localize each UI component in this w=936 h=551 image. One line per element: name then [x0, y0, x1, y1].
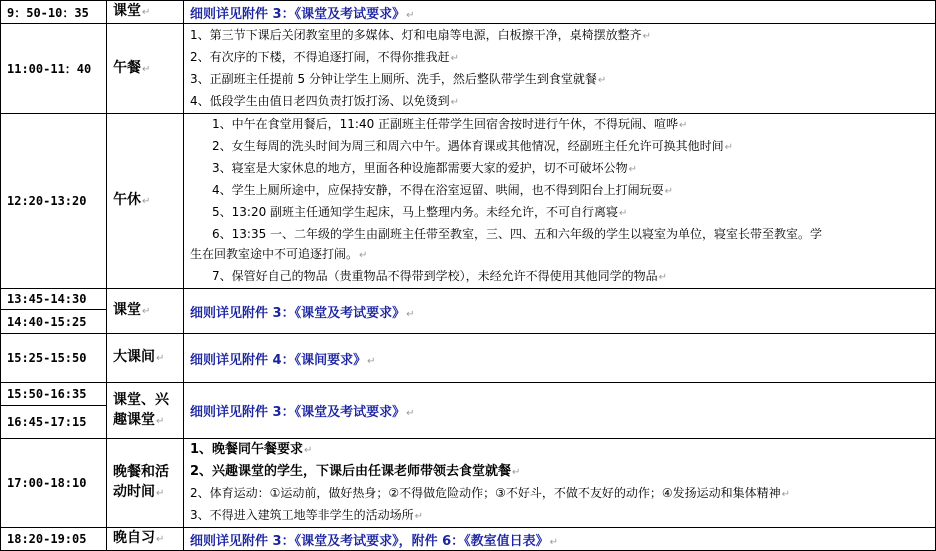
paragraph-mark-icon: ↵ [628, 164, 638, 175]
paragraph-mark-icon: ↵ [679, 120, 688, 131]
paragraph-mark-icon: ↵ [724, 142, 734, 153]
paragraph-mark-icon: ↵ [619, 208, 628, 219]
activity-cell [107, 1, 184, 24]
paragraph-mark-icon: ↵ [367, 355, 376, 367]
rules-cell [184, 1, 936, 24]
paragraph-mark-icon: ↵ [781, 489, 791, 500]
paragraph-mark-icon: ↵ [406, 308, 415, 320]
paragraph-mark-icon: ↵ [142, 306, 151, 317]
row-afternoon-class [1, 289, 936, 310]
activity-text: 午餐 [113, 59, 141, 76]
rule-line: 1、中午在食堂用餐后，11:40 正副班主任带学生回宿舍按时进行午休，不得玩闹、喧哗↵ [212, 117, 688, 131]
row-lunch [1, 24, 936, 114]
rules-cell [184, 24, 936, 114]
rule-line: 4、低段学生由值日老四负责打饭打汤、以免烫到↵ [190, 93, 460, 108]
rule-line: 4、学生上厕所途中，应保持安静，不得在浴室逗留、哄闹，也不得到阳台上打闹玩耍↵ [212, 183, 674, 197]
paragraph-mark-icon: ↵ [156, 415, 165, 427]
rule-reference: 细则详见附件 3：《课堂及考试要求》 [190, 6, 406, 22]
paragraph-mark-icon: ↵ [664, 186, 674, 197]
time-cell [1, 1, 107, 24]
paragraph-mark-icon: ↵ [512, 467, 521, 478]
rule-line: 3、不得进入建筑工地等非学生的活动场所↵ [190, 508, 424, 522]
rules-cell [184, 528, 936, 551]
time-text: 11:00-11：40 [7, 62, 92, 76]
time-text: 9：50-10：35 [7, 5, 89, 20]
paragraph-mark-icon: ↵ [156, 353, 165, 364]
paragraph-mark-icon: ↵ [642, 30, 652, 42]
paragraph-mark-icon: ↵ [597, 74, 607, 86]
rules-cell [184, 289, 936, 334]
time-cell [1, 114, 107, 289]
row-morning-class [1, 1, 936, 24]
rule-line: 7、保管好自己的物品（贵重物品不得带到学校），未经允许不得使用其他同学的物品↵ [212, 269, 668, 283]
rule-line: 6、13:35 一、二年级的学生由副班主任带至教室，三、四、五和六年级的学生以寝室为单位，寝室长带至教室。学 [212, 227, 823, 241]
activity-text: 课堂 [113, 3, 141, 19]
rule-line: 3、正副班主任提前 5 分钟让学生上厕所、洗手，然后整队带学生到食堂就餐↵ [190, 71, 607, 86]
paragraph-mark-icon: ↵ [406, 408, 415, 419]
activity-cell [107, 114, 184, 289]
paragraph-mark-icon: ↵ [142, 196, 151, 207]
paragraph-mark-icon: ↵ [658, 272, 668, 283]
time-text: 12:20-13:20 [7, 194, 87, 208]
time-cell [1, 334, 107, 383]
time-cell [1, 406, 107, 439]
rule-line: 5、13:20 副班主任通知学生起床，马上整理内务。未经允许，不可自行离寝↵ [212, 205, 628, 219]
row-dinner-activity [1, 439, 936, 528]
activity-text: 大课间 [113, 349, 155, 365]
rule-line: 2、有次序的下楼，不得追逐打闹，不得你推我赶↵ [190, 49, 460, 64]
time-text: 15:50-16:35 [7, 387, 87, 401]
time-text: 18:20-19:05 [7, 532, 87, 546]
time-cell [1, 289, 107, 310]
time-cell [1, 528, 107, 551]
time-text: 14:40-15:25 [7, 314, 87, 329]
row-interest-class [1, 383, 936, 406]
row-recess [1, 334, 936, 383]
paragraph-mark-icon: ↵ [450, 96, 460, 108]
rule-reference: 细则详见附件 3：《课堂及考试要求》，附件 6：《教室值日表》 [190, 533, 549, 549]
activity-text: 晚餐和活动时间 [113, 464, 169, 500]
activity-text: 午休 [113, 192, 141, 208]
rules-cell [184, 439, 936, 528]
rule-line: 1、第三节下课后关闭教室里的多媒体、灯和电扇等电源，白板擦干净，桌椅摆放整齐↵ [190, 27, 652, 42]
rule-line: 1、晚餐同午餐要求↵ [190, 442, 313, 457]
activity-text: 课堂 [113, 302, 141, 318]
paragraph-mark-icon: ↵ [142, 63, 151, 75]
time-cell [1, 383, 107, 406]
activity-text: 晚自习 [113, 530, 155, 546]
activity-cell [107, 334, 184, 383]
rule-line: 2、兴趣课堂的学生，下课后由任课老师带领去食堂就餐↵ [190, 464, 521, 479]
time-text: 15:25-15:50 [7, 351, 87, 365]
paragraph-mark-icon: ↵ [406, 9, 415, 21]
time-cell [1, 310, 107, 334]
rule-line: 3、寝室是大家休息的地方，里面各种设施都需要大家的爱护，切不可破坏公物↵ [212, 161, 638, 175]
rules-cell [184, 383, 936, 439]
paragraph-mark-icon: ↵ [359, 250, 368, 261]
paragraph-mark-icon: ↵ [156, 534, 165, 545]
activity-cell [107, 289, 184, 334]
paragraph-mark-icon: ↵ [414, 511, 424, 522]
activity-cell [107, 383, 184, 439]
activity-cell [107, 24, 184, 114]
time-cell [1, 24, 107, 114]
paragraph-mark-icon: ↵ [549, 536, 559, 548]
rule-reference: 细则详见附件 3：《课堂及考试要求》 [190, 305, 406, 321]
paragraph-mark-icon: ↵ [450, 52, 460, 64]
activity-cell [107, 439, 184, 528]
rule-reference: 细则详见附件 4：《课间要求》 [190, 352, 367, 368]
row-evening-study [1, 528, 936, 551]
rule-line-continuation: 生在回教室途中不可追逐打闹。↵ [190, 247, 368, 261]
rules-cell [184, 334, 936, 383]
rule-line: 2、体育运动：①运动前，做好热身；②不得做危险动作；③不好斗，不做不友好的动作；④发扬运动和集体精神↵ [190, 486, 791, 500]
paragraph-mark-icon: ↵ [142, 7, 151, 18]
paragraph-mark-icon: ↵ [156, 488, 165, 499]
rule-reference: 细则详见附件 3：《课堂及考试要求》 [190, 405, 406, 420]
activity-text: 课堂、兴趣课堂 [113, 391, 169, 428]
time-text: 17:00-18:10 [7, 476, 87, 490]
rules-cell [184, 114, 936, 289]
activity-cell [107, 528, 184, 551]
time-text: 13:45-14:30 [7, 292, 87, 306]
row-nap [1, 114, 936, 289]
time-cell [1, 439, 107, 528]
time-text: 16:45-17:15 [7, 415, 87, 429]
paragraph-mark-icon: ↵ [304, 445, 313, 456]
rule-line: 2、女生每周的洗头时间为周三和周六中午。遇体育课或其他情况，经副班主任允许可换其他时间↵ [212, 139, 734, 153]
